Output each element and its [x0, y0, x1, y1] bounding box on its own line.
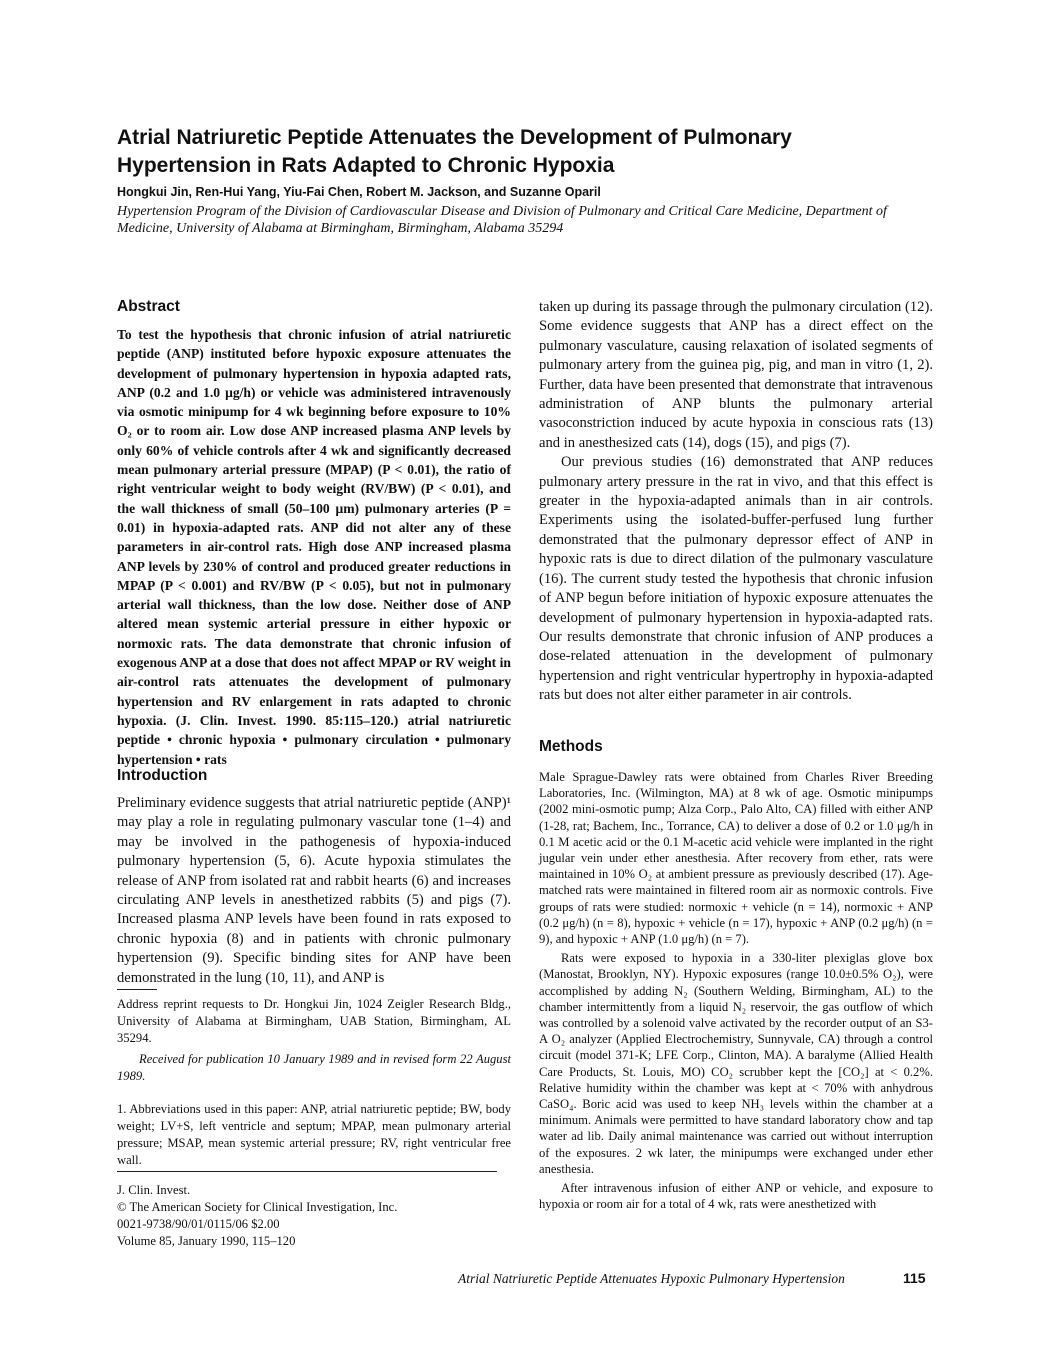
- introduction-section: [117, 767, 511, 988]
- received-date: Received for publication 10 January 1989 and in revised form 22 August 1989.: [117, 1052, 511, 1083]
- intro-continued-paragraph-2: Our previous studies (16) demonstrated that ANP reduces pulmonary artery pressure in the rat in vivo, and that this effect is greater in the hypoxia-adapted animals than in air controls. Experiments using the isolated-buffer-perfused lung further demonstrated that the pulmonary depressor effect of ANP in hypoxic rats is due to direct dilation of the pulmonary vasculature (16). The current study tested the hypothesis that chronic infusion of ANP begun before initiation of hypoxic exposure attenuates the development of pulmonary hypertension in hypoxia-adapted rats. Our results demonstrate that chronic infusion of ANP produces a dose-related attenuation in the development of pulmonary hypertension and right ventricular hypertrophy in hypoxia-adapted rats but does not alter either parameter in air controls.: [539, 454, 933, 704]
- methods-paragraph-2: Rats were exposed to hypoxia in a 330-liter plexiglas glove box (Manostat, Brooklyn, NY). Hypoxic exposures (range 10.0±0.5% O₂), were accomplished by adding N₂ (Southern Welding, Birmingham, AL) to the chamber intermittently from a liquid N₂ reservoir, the gas outflow of which was controlled by a solenoid valve activated by the recorder output of an S3-A O₂ analyzer (Applied Electrochemistry, Sunnyvale, CA) through a control circuit (model 371-K; LFE Corp., Clinton, MA). A baralyme (Allied Health Care Products, St. Louis, MO) CO₂ scrubber kept the [CO₂] at < 0.2%. Relative humidity within the chamber was kept at < 70% with anhydrous CaSO₄. Boric acid was used to keep NH₃ levels within the chamber at a minimum. Animals were permitted to have standard laboratory chow and tap water ad lib. Daily animal maintenance was carried out without interruption of the exposures. 2 wk later, the minipumps were exchanged under ether anesthesia.: [539, 951, 933, 1176]
- reprint-address: Address reprint requests to Dr. Hongkui Jin, 1024 Zeigler Research Bldg., University of Alabama at Birmingham, UAB Station, Birmingham, AL 35294.: [117, 997, 511, 1045]
- abstract-heading: Abstract: [117, 298, 180, 315]
- methods-section: [539, 738, 933, 1212]
- page-number: 115: [903, 1270, 926, 1286]
- journal-abbreviation: J. Clin. Invest.: [117, 1183, 191, 1197]
- abstract-text: To test the hypothesis that chronic infusion of atrial natriuretic peptide (ANP) instituted before hypoxic exposure attenuates the development of pulmonary hypertension in hypoxia adapted rats, ANP (0.2 and 1.0 μg/h) or vehicle was administered intravenously via osmotic minipump for 4 wk beginning before exposure to 10% O₂ or to room air. Low dose ANP increased plasma ANP levels by only 60% of vehicle controls after 4 wk and significantly decreased mean pulmonary arterial pressure (MPAP) (P < 0.01), the ratio of right ventricular weight to body weight (RV/BW) (P < 0.01), and the wall thickness of small (50–100 μm) pulmonary arteries (P = 0.01) in hypoxia-adapted rats. ANP did not alter any of these parameters in air-control rats. High dose ANP increased plasma ANP levels by 230% of control and produced greater reductions in MPAP (P < 0.001) and RV/BW (P < 0.05), but not in pulmonary arterial wall thickness, than the low dose. Neither dose of ANP altered mean systemic arterial pressure in either hypoxic or normoxic rats. The data demonstrate that chronic infusion of exogenous ANP at a dose that does not affect MPAP or RV weight in air-control rats attenuates the development of pulmonary hypertension and RV enlargement in rats adapted to chronic hypoxia. (J. Clin. Invest. 1990. 85:115–120.) atrial natriuretic peptide • chronic hypoxia • pulmonary circulation • pulmonary hypertension • rats: [117, 327, 511, 767]
- introduction-heading: Introduction: [117, 767, 208, 784]
- volume-line: Volume 85, January 1990, 115–120: [117, 1234, 296, 1248]
- running-title: Atrial Natriuretic Peptide Attenuates Hypoxic Pulmonary Hypertension: [458, 1271, 845, 1286]
- methods-heading: Methods: [539, 738, 603, 755]
- intro-continued: [539, 298, 933, 706]
- methods-paragraph-1: Male Sprague-Dawley rats were obtained from Charles River Breeding Laboratories, Inc. (Wilmington, MA) at 8 wk of age. Osmotic minipumps (2002 mini-osmotic pump; Alza Corp., Palo Alto, CA) filled with either ANP (1-28, rat; Bachem, Inc., Torrance, CA) to deliver a dose of 0.2 or 1.0 μg/h in 0.1 M acetic acid or the 0.1 M-acetic acid vehicle were implanted in the right jugular vein under ether anesthesia. After recovery from ether, rats were maintained in 10% O₂ at ambient pressure as previously described (17). Age-matched rats were maintained in filtered room air as normoxic controls. Five groups of rats were studied: normoxic + vehicle (n = 14), normoxic + ANP (0.2 μg/h) (n = 8), hypoxic + vehicle (n = 17), hypoxic + ANP (0.2 μg/h) (n = 9), and hypoxic + ANP (1.0 μg/h) (n = 7).: [539, 770, 933, 947]
- introduction-text: Preliminary evidence suggests that atrial natriuretic peptide (ANP)¹ may play a role in regulating pulmonary vascular tone (1–4) and may be involved in the pathogenesis of hypoxia-induced pulmonary hypertension (5, 6). Acute hypoxia stimulates the release of ANP from isolated rat and rabbit hearts (6) and increases circulating ANP levels in anesthetized rabbits (5) and pigs (7). Increased plasma ANP levels have been found in rats exposed to chronic hypoxia (8) and in patients with chronic pulmonary hypertension (9). Specific binding sites for ANP have been demonstrated in the lung (10, 11), and ANP is: [117, 795, 511, 986]
- affiliation: Hypertension Program of the Division of Cardiovascular Disease and Division of Pulmonary and Critical Care Medicine, Department of Medicine, University of Alabama at Birmingham, Birmingham, Alabama 35294: [117, 204, 887, 236]
- journal-info: [117, 1182, 511, 1250]
- footnote-divider: [117, 989, 157, 990]
- intro-continued-paragraph-1: taken up during its passage through the pulmonary circulation (12). Some evidence suggests that ANP has a direct effect on the pulmonary vasculature, causing relaxation of isolated segments of pulmonary artery from the guinea pig, pig, and man in vitro (1, 2). Further, data have been presented that demonstrate that intravenous administration of ANP blunts the pulmonary arterial vasoconstriction induced by acute hypoxia in conscious rats (13) and in anesthesized cats (14), dogs (15), and pigs (7).: [539, 299, 933, 451]
- methods-paragraph-3: After intravenous infusion of either ANP or vehicle, and exposure to hypoxia or room air for a total of 4 wk, rats were anesthetized with: [539, 1181, 933, 1212]
- author-list: Hongkui Jin, Ren-Hui Yang, Yiu-Fai Chen, Robert M. Jackson, and Suzanne Oparil: [117, 185, 601, 199]
- copyright-line: © The American Society for Clinical Investigation, Inc.: [117, 1200, 398, 1214]
- abstract-section: [117, 298, 511, 769]
- journal-info-divider: [117, 1171, 497, 1172]
- journal-code: 0021-9738/90/01/0115/06 $2.00: [117, 1217, 280, 1231]
- abbreviations-footnote: 1. Abbreviations used in this paper: ANP, atrial natriuretic peptide; BW, body weight; LV+S, left ventricle and septum; MPAP, mean pulmonary arterial pressure; MSAP, mean systemic arterial pressure; RV, right ventricular free wall.: [117, 1102, 511, 1167]
- footnotes: [117, 996, 511, 1169]
- article-title: Atrial Natriuretic Peptide Attenuates the Development of Pulmonary Hypertension in Rats Adapted to Chronic Hypoxia: [117, 126, 792, 177]
